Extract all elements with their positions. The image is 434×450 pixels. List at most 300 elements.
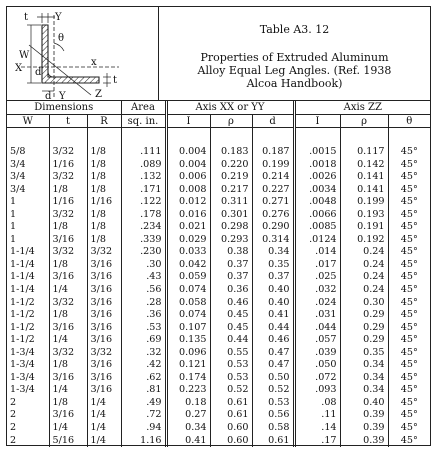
header-axis-xx: Axis XX or YY [166, 101, 294, 115]
cell-i-zz: .0015 [294, 146, 340, 159]
cell-rho-zz: 0.34 [340, 384, 388, 397]
cell-r: 3/16 [87, 322, 121, 335]
cell-area: .132 [121, 171, 166, 184]
col-w: W [7, 115, 49, 128]
cell-r: 3/16 [87, 384, 121, 397]
cell-t: 1/4 [49, 422, 87, 435]
cell-rho-xx: 0.61 [210, 409, 252, 422]
col-r: R [87, 115, 121, 128]
cell-rho-xx: 0.217 [210, 184, 252, 197]
cell-t: 3/32 [49, 146, 87, 159]
cell-i-xx: 0.029 [166, 234, 210, 247]
cell-i-zz: .0018 [294, 159, 340, 172]
cell-area: .42 [121, 359, 166, 372]
diagram-label-y-bottom: Y [59, 91, 66, 99]
cell-rho-zz: 0.142 [340, 159, 388, 172]
cell-i-zz: .025 [294, 271, 340, 284]
table-caption [159, 51, 430, 90]
cell-i-xx: 0.006 [166, 171, 210, 184]
cell-i-xx: 0.058 [166, 297, 210, 310]
cell-i-zz: .11 [294, 409, 340, 422]
cell-r: 1/8 [87, 146, 121, 159]
cell-theta: 45° [388, 246, 430, 259]
cell-area: .56 [121, 284, 166, 297]
table-row [7, 334, 430, 347]
cell-rho-xx: 0.183 [210, 146, 252, 159]
cell-d: 0.35 [252, 259, 294, 272]
cell-i-zz: .014 [294, 246, 340, 259]
cell-w: 1-1/2 [10, 309, 35, 321]
cell-d: 0.47 [252, 359, 294, 372]
cell-r: 3/16 [87, 359, 121, 372]
cell-i-zz: .024 [294, 297, 340, 310]
cell-i-xx: 0.135 [166, 334, 210, 347]
cell-area: .72 [121, 409, 166, 422]
diagram-label-x-right: x [91, 57, 97, 68]
cell-rho-zz: 0.39 [340, 422, 388, 435]
cell-r: 1/4 [87, 397, 121, 410]
cell-theta: 45° [388, 372, 430, 385]
cell-rho-xx: 0.37 [210, 259, 252, 272]
cell-rho-zz: 0.199 [340, 196, 388, 209]
cell-rho-zz: 0.24 [340, 259, 388, 272]
cell-w: 2 [10, 434, 17, 446]
cell-rho-zz: 0.29 [340, 309, 388, 322]
cell-w: 5/8 [10, 146, 26, 157]
cell-i-xx: 0.059 [166, 271, 210, 284]
table-row [7, 322, 430, 335]
cell-i-zz: .0066 [294, 209, 340, 222]
cell-i-zz: .032 [294, 284, 340, 297]
cell-t: 1/4 [49, 284, 87, 297]
cell-r: 1/4 [87, 422, 121, 435]
cell-w: 1-1/2 [10, 321, 35, 333]
header-axis-zz: Axis ZZ [294, 101, 430, 115]
cell-i-xx: 0.107 [166, 322, 210, 335]
cell-i-xx: 0.223 [166, 384, 210, 397]
angle-profile [42, 25, 99, 83]
cell-d: 0.58 [252, 422, 294, 435]
cell-t: 1/8 [49, 309, 87, 322]
cell-rho-xx: 0.45 [210, 322, 252, 335]
cell-theta: 45° [388, 422, 430, 435]
cell-rho-xx: 0.219 [210, 171, 252, 184]
cell-t: 3/32 [49, 297, 87, 310]
cell-rho-zz: 0.192 [340, 234, 388, 247]
cell-t: 5/16 [49, 435, 87, 448]
table-row [7, 234, 430, 247]
table-row [7, 196, 430, 209]
table-row [7, 259, 430, 272]
cell-r: 1/8 [87, 234, 121, 247]
cell-i-xx: 0.004 [166, 146, 210, 159]
cell-area: .69 [121, 334, 166, 347]
table-row [7, 309, 430, 322]
cell-rho-zz: 0.191 [340, 221, 388, 234]
cell-t: 3/16 [49, 234, 87, 247]
cell-w: 3/4 [10, 171, 26, 183]
cell-area: .111 [121, 146, 166, 159]
col-i-zz: I [294, 115, 340, 128]
cell-d: 0.61 [252, 435, 294, 448]
col-i-xx: I [166, 115, 210, 128]
table-row [7, 384, 430, 397]
angle-section-diagram [7, 7, 159, 101]
cell-t: 1/16 [49, 196, 87, 209]
cell-theta: 45° [388, 184, 430, 197]
table-row [7, 435, 430, 448]
cell-t: 3/16 [49, 271, 87, 284]
cell-t: 1/4 [49, 384, 87, 397]
cell-theta: 45° [388, 359, 430, 372]
cell-rho-zz: 0.117 [340, 146, 388, 159]
cell-d: 0.40 [252, 284, 294, 297]
diagram-label-x-left: X [15, 63, 23, 74]
cell-area: .32 [121, 347, 166, 360]
cell-theta: 45° [388, 259, 430, 272]
cell-area: .089 [121, 159, 166, 172]
cell-rho-xx: 0.53 [210, 372, 252, 385]
cell-i-xx: 0.042 [166, 259, 210, 272]
cell-w: 2 [10, 409, 17, 421]
cell-area: .28 [121, 297, 166, 310]
cell-area: .53 [121, 322, 166, 335]
header-column-row [7, 115, 430, 128]
diagram-label-t-right: t [113, 75, 118, 86]
cell-theta: 45° [388, 334, 430, 347]
cell-rho-xx: 0.53 [210, 359, 252, 372]
cell-w: 2 [10, 422, 17, 434]
cell-area: .30 [121, 259, 166, 272]
diagram-label-z: Z [95, 89, 102, 99]
cell-i-zz: .057 [294, 334, 340, 347]
cell-rho-xx: 0.38 [210, 246, 252, 259]
cell-rho-xx: 0.46 [210, 297, 252, 310]
cell-area: .171 [121, 184, 166, 197]
cell-rho-zz: 0.24 [340, 271, 388, 284]
cell-i-zz: .0026 [294, 171, 340, 184]
cell-w: 1-1/2 [10, 334, 35, 346]
cell-d: 0.40 [252, 297, 294, 310]
cell-area: 1.16 [121, 435, 166, 448]
cell-d: 0.52 [252, 384, 294, 397]
cell-r: 3/16 [87, 259, 121, 272]
cell-area: .62 [121, 372, 166, 385]
cell-t: 3/16 [49, 322, 87, 335]
cell-rho-xx: 0.293 [210, 234, 252, 247]
cell-rho-zz: 0.29 [340, 334, 388, 347]
cell-rho-zz: 0.34 [340, 359, 388, 372]
cell-i-zz: .072 [294, 372, 340, 385]
cell-i-xx: 0.41 [166, 435, 210, 448]
cell-theta: 45° [388, 347, 430, 360]
cell-theta: 45° [388, 159, 430, 172]
cell-rho-xx: 0.52 [210, 384, 252, 397]
cell-rho-xx: 0.60 [210, 435, 252, 448]
cell-r: 3/16 [87, 309, 121, 322]
cell-area: .49 [121, 397, 166, 410]
table-row [7, 159, 430, 172]
cell-i-xx: 0.016 [166, 209, 210, 222]
cell-rho-zz: 0.29 [340, 322, 388, 335]
cell-d: 0.187 [252, 146, 294, 159]
cell-rho-zz: 0.40 [340, 397, 388, 410]
table-row [7, 297, 430, 310]
table-row [7, 184, 430, 197]
cell-r: 1/4 [87, 435, 121, 448]
cell-w: 1-3/4 [10, 359, 35, 371]
cell-d: 0.276 [252, 209, 294, 222]
table-row [7, 271, 430, 284]
cell-i-xx: 0.096 [166, 347, 210, 360]
caption-line-3: Alcoa Handbook) [246, 77, 343, 90]
cell-rho-zz: 0.193 [340, 209, 388, 222]
cell-rho-zz: 0.34 [340, 372, 388, 385]
cell-rho-xx: 0.37 [210, 271, 252, 284]
cell-rho-zz: 0.141 [340, 184, 388, 197]
table-row [7, 409, 430, 422]
cell-r: 1/8 [87, 184, 121, 197]
cell-r: 3/16 [87, 334, 121, 347]
cell-theta: 45° [388, 171, 430, 184]
cell-d: 0.290 [252, 221, 294, 234]
cell-r: 1/8 [87, 221, 121, 234]
cell-i-zz: .0048 [294, 196, 340, 209]
cell-rho-zz: 0.30 [340, 297, 388, 310]
table-row [7, 397, 430, 410]
cell-d: 0.227 [252, 184, 294, 197]
cell-theta: 45° [388, 309, 430, 322]
cell-r: 1/8 [87, 159, 121, 172]
cell-rho-zz: 0.24 [340, 284, 388, 297]
angle-diagram-svg [7, 7, 157, 99]
cell-i-zz: .17 [294, 435, 340, 448]
diagram-label-y-top: Y [55, 12, 62, 23]
cell-area: .339 [121, 234, 166, 247]
table-title-block [159, 7, 430, 101]
cell-r: 3/32 [87, 347, 121, 360]
cell-area: .178 [121, 209, 166, 222]
table-row [7, 284, 430, 297]
cell-area: .234 [121, 221, 166, 234]
cell-i-xx: 0.174 [166, 372, 210, 385]
cell-i-zz: .017 [294, 259, 340, 272]
cell-area: .122 [121, 196, 166, 209]
header-area: Area [121, 101, 166, 115]
cell-d: 0.46 [252, 334, 294, 347]
cell-area: .43 [121, 271, 166, 284]
cell-i-xx: 0.121 [166, 359, 210, 372]
cell-theta: 45° [388, 209, 430, 222]
cell-w: 1-1/4 [10, 284, 35, 296]
cell-theta: 45° [388, 409, 430, 422]
cell-area: .230 [121, 246, 166, 259]
cell-w: 1-1/4 [10, 258, 35, 270]
cell-d: 0.44 [252, 322, 294, 335]
cell-rho-xx: 0.44 [210, 334, 252, 347]
cell-theta: 45° [388, 146, 430, 159]
cell-t: 1/8 [49, 221, 87, 234]
cell-r: 3/32 [87, 246, 121, 259]
diagram-label-d-left: d [35, 67, 42, 78]
cell-i-zz: .031 [294, 309, 340, 322]
cell-theta: 45° [388, 284, 430, 297]
cell-w: 3/4 [10, 158, 26, 170]
cell-i-zz: .093 [294, 384, 340, 397]
cell-area: .81 [121, 384, 166, 397]
cell-i-zz: .050 [294, 359, 340, 372]
cell-i-xx: 0.27 [166, 409, 210, 422]
table-body [7, 128, 430, 448]
table-row [7, 422, 430, 435]
cell-w: 2 [10, 396, 17, 408]
cell-w: 1-3/4 [10, 371, 35, 383]
cell-rho-xx: 0.61 [210, 397, 252, 410]
col-theta: θ [388, 115, 430, 128]
cell-i-xx: 0.074 [166, 309, 210, 322]
cell-i-zz: .14 [294, 422, 340, 435]
cell-r: 3/16 [87, 372, 121, 385]
cell-t: 3/32 [49, 171, 87, 184]
table-row [7, 171, 430, 184]
cell-d: 0.53 [252, 397, 294, 410]
properties-table [7, 101, 430, 447]
cell-w: 1 [10, 233, 17, 245]
caption-line-1: Properties of Extruded Aluminum [200, 51, 389, 64]
caption-line-2: Alloy Equal Leg Angles. (Ref. 1938 [197, 64, 392, 77]
cell-w: 1-1/4 [10, 271, 35, 283]
table-row [7, 372, 430, 385]
cell-i-xx: 0.18 [166, 397, 210, 410]
cell-rho-zz: 0.39 [340, 409, 388, 422]
cell-d: 0.50 [252, 372, 294, 385]
cell-w: 1-3/4 [10, 384, 35, 396]
diagram-label-w: W [19, 50, 30, 61]
diagram-label-theta: θ [58, 33, 65, 44]
cell-theta: 45° [388, 322, 430, 335]
cell-t: 1/8 [49, 359, 87, 372]
cell-i-xx: 0.34 [166, 422, 210, 435]
cell-i-xx: 0.074 [166, 284, 210, 297]
cell-t: 3/16 [49, 372, 87, 385]
table-row [7, 146, 430, 159]
cell-r: 1/8 [87, 209, 121, 222]
cell-w: 1 [10, 208, 17, 220]
cell-t: 3/32 [49, 246, 87, 259]
cell-d: 0.34 [252, 246, 294, 259]
cell-r: 1/8 [87, 171, 121, 184]
cell-i-zz: .08 [294, 397, 340, 410]
cell-theta: 45° [388, 271, 430, 284]
cell-d: 0.314 [252, 234, 294, 247]
cell-i-zz: .0085 [294, 221, 340, 234]
cell-t: 3/32 [49, 209, 87, 222]
diagram-label-d-bottom: d [45, 91, 52, 99]
table-frame [6, 6, 431, 446]
cell-rho-xx: 0.36 [210, 284, 252, 297]
cell-r: 3/16 [87, 271, 121, 284]
cell-theta: 45° [388, 435, 430, 448]
col-rho-xx: ρ [210, 115, 252, 128]
cell-rho-xx: 0.45 [210, 309, 252, 322]
cell-w: 1 [10, 221, 17, 233]
cell-r: 1/16 [87, 196, 121, 209]
cell-d: 0.56 [252, 409, 294, 422]
cell-theta: 45° [388, 384, 430, 397]
cell-t: 3/32 [49, 347, 87, 360]
cell-i-zz: .0124 [294, 234, 340, 247]
table-row [7, 209, 430, 222]
cell-t: 1/16 [49, 159, 87, 172]
cell-d: 0.214 [252, 171, 294, 184]
cell-d: 0.41 [252, 309, 294, 322]
cell-t: 1/8 [49, 259, 87, 272]
cell-t: 1/4 [49, 334, 87, 347]
cell-r: 1/4 [87, 409, 121, 422]
table-spacer-row [7, 128, 430, 147]
cell-theta: 45° [388, 234, 430, 247]
table-row [7, 347, 430, 360]
cell-d: 0.47 [252, 347, 294, 360]
cell-d: 0.199 [252, 159, 294, 172]
cell-i-xx: 0.012 [166, 196, 210, 209]
cell-r: 3/16 [87, 284, 121, 297]
cell-rho-xx: 0.301 [210, 209, 252, 222]
table-row [7, 221, 430, 234]
cell-rho-zz: 0.141 [340, 171, 388, 184]
cell-r: 3/16 [87, 297, 121, 310]
cell-i-zz: .0034 [294, 184, 340, 197]
header-group-row [7, 101, 430, 115]
cell-i-xx: 0.021 [166, 221, 210, 234]
table-row [7, 246, 430, 259]
header-dimensions: Dimensions [7, 101, 121, 115]
cell-w: 1-1/2 [10, 296, 35, 308]
table-row [7, 359, 430, 372]
cell-theta: 45° [388, 221, 430, 234]
cell-theta: 45° [388, 397, 430, 410]
cell-w: 1 [10, 196, 17, 208]
cell-i-xx: 0.008 [166, 184, 210, 197]
cell-area: .36 [121, 309, 166, 322]
cell-t: 1/8 [49, 397, 87, 410]
cell-theta: 45° [388, 196, 430, 209]
cell-d: 0.271 [252, 196, 294, 209]
cell-i-zz: .044 [294, 322, 340, 335]
col-t: t [49, 115, 87, 128]
cell-rho-xx: 0.311 [210, 196, 252, 209]
table-title: Table A3. 12 [259, 23, 330, 36]
cell-i-zz: .039 [294, 347, 340, 360]
cell-d: 0.37 [252, 271, 294, 284]
cell-t: 1/8 [49, 184, 87, 197]
cell-rho-zz: 0.39 [340, 435, 388, 448]
cell-w: 1-1/4 [10, 246, 35, 258]
cell-i-xx: 0.033 [166, 246, 210, 259]
cell-theta: 45° [388, 297, 430, 310]
cell-rho-zz: 0.24 [340, 246, 388, 259]
cell-rho-xx: 0.60 [210, 422, 252, 435]
col-area: sq. in. [121, 115, 166, 128]
cell-w: 3/4 [10, 183, 26, 195]
cell-rho-xx: 0.55 [210, 347, 252, 360]
col-rho-zz: ρ [340, 115, 388, 128]
cell-rho-xx: 0.298 [210, 221, 252, 234]
cell-area: .94 [121, 422, 166, 435]
cell-w: 1-3/4 [10, 346, 35, 358]
diagram-label-t-top: t [24, 12, 29, 23]
cell-rho-xx: 0.220 [210, 159, 252, 172]
